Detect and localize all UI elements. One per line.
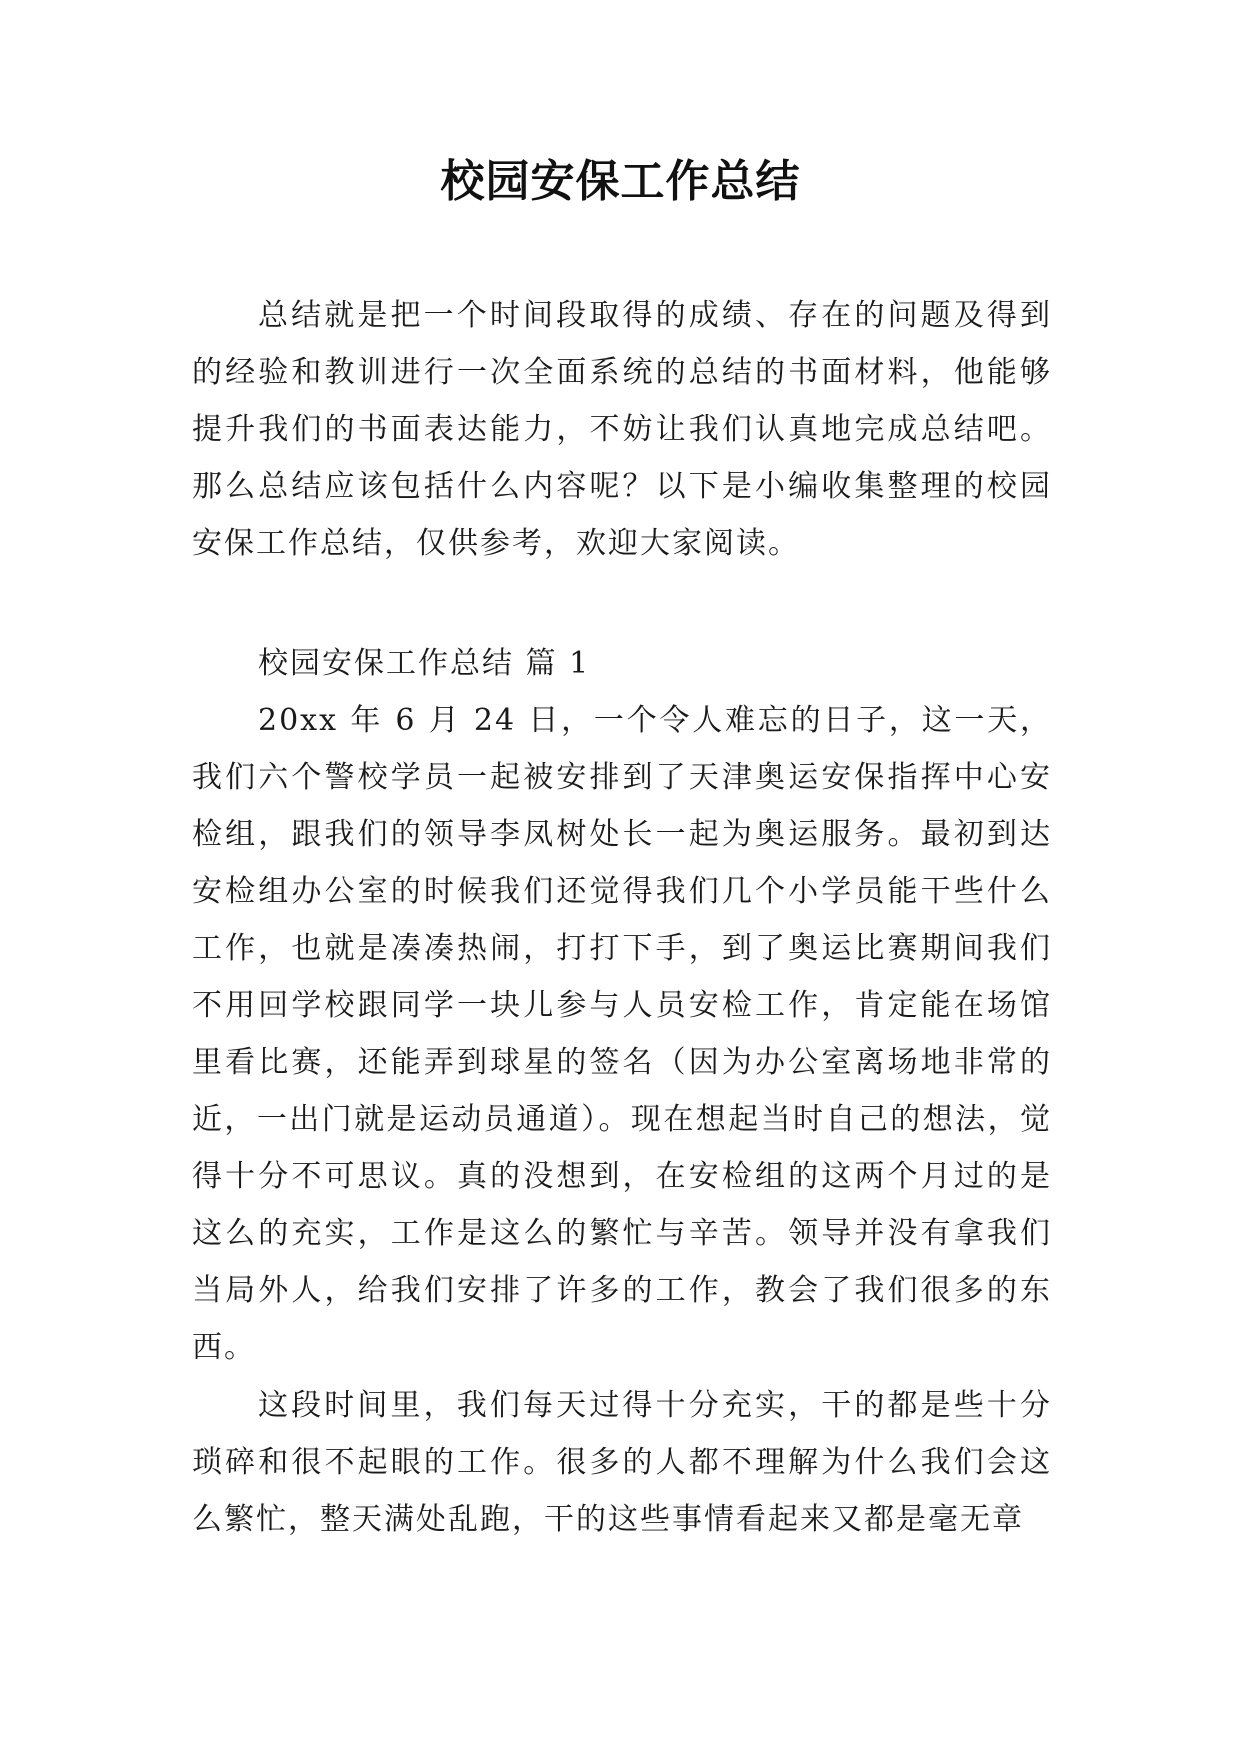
intro-paragraph: 总结就是把一个时间段取得的成绩、存在的问题及得到的经验和教训进行一次全面系统的总结的书面材料，他能够提升我们的书面表达能力，不妨让我们认真地完成总结吧。那么总结应该包括什么内容呢？以下是小编收集整理的校园安保工作总结，仅供参考，欢迎大家阅读。 — [192, 298, 1052, 561]
section-heading: 校园安保工作总结 篇 1 — [258, 646, 591, 681]
document-title: 校园安保工作总结 — [440, 156, 801, 207]
body-paragraph-1: 20xx 年 6 月 24 日，一个令人难忘的日子，这一天，我们六个警校学员一起被安排到了天津奥运安保指挥中心安检组，跟我们的领导李凤树处长一起为奥运服务。最初到达安检组办公室的时候我们还觉得我们几个小学员能干些什么工作，也就是凑凑热闹，打打下手，到了奥运比赛期间我们不用回学校跟同学一块儿参与人员安检工作，肯定能在场馆里看比赛，还能弄到球星的签名（因为办公室离场地非常的近，一出门就是运动员通道）。现在想起当时自己的想法，觉得十分不可思议。真的没想到，在安检组的这两个月过的是这么的充实，工作是这么的繁忙与辛苦。领导并没有拿我们当局外人，给我们安排了许多的工作，教会了我们很多的东西。 — [192, 703, 1052, 1365]
body-paragraph-2: 这段时间里，我们每天过得十分充实，干的都是些十分琐碎和很不起眼的工作。很多的人都不理解为什么我们会这么繁忙，整天满处乱跑，干的这些事情看起来又都是毫无章 — [192, 1388, 1052, 1537]
